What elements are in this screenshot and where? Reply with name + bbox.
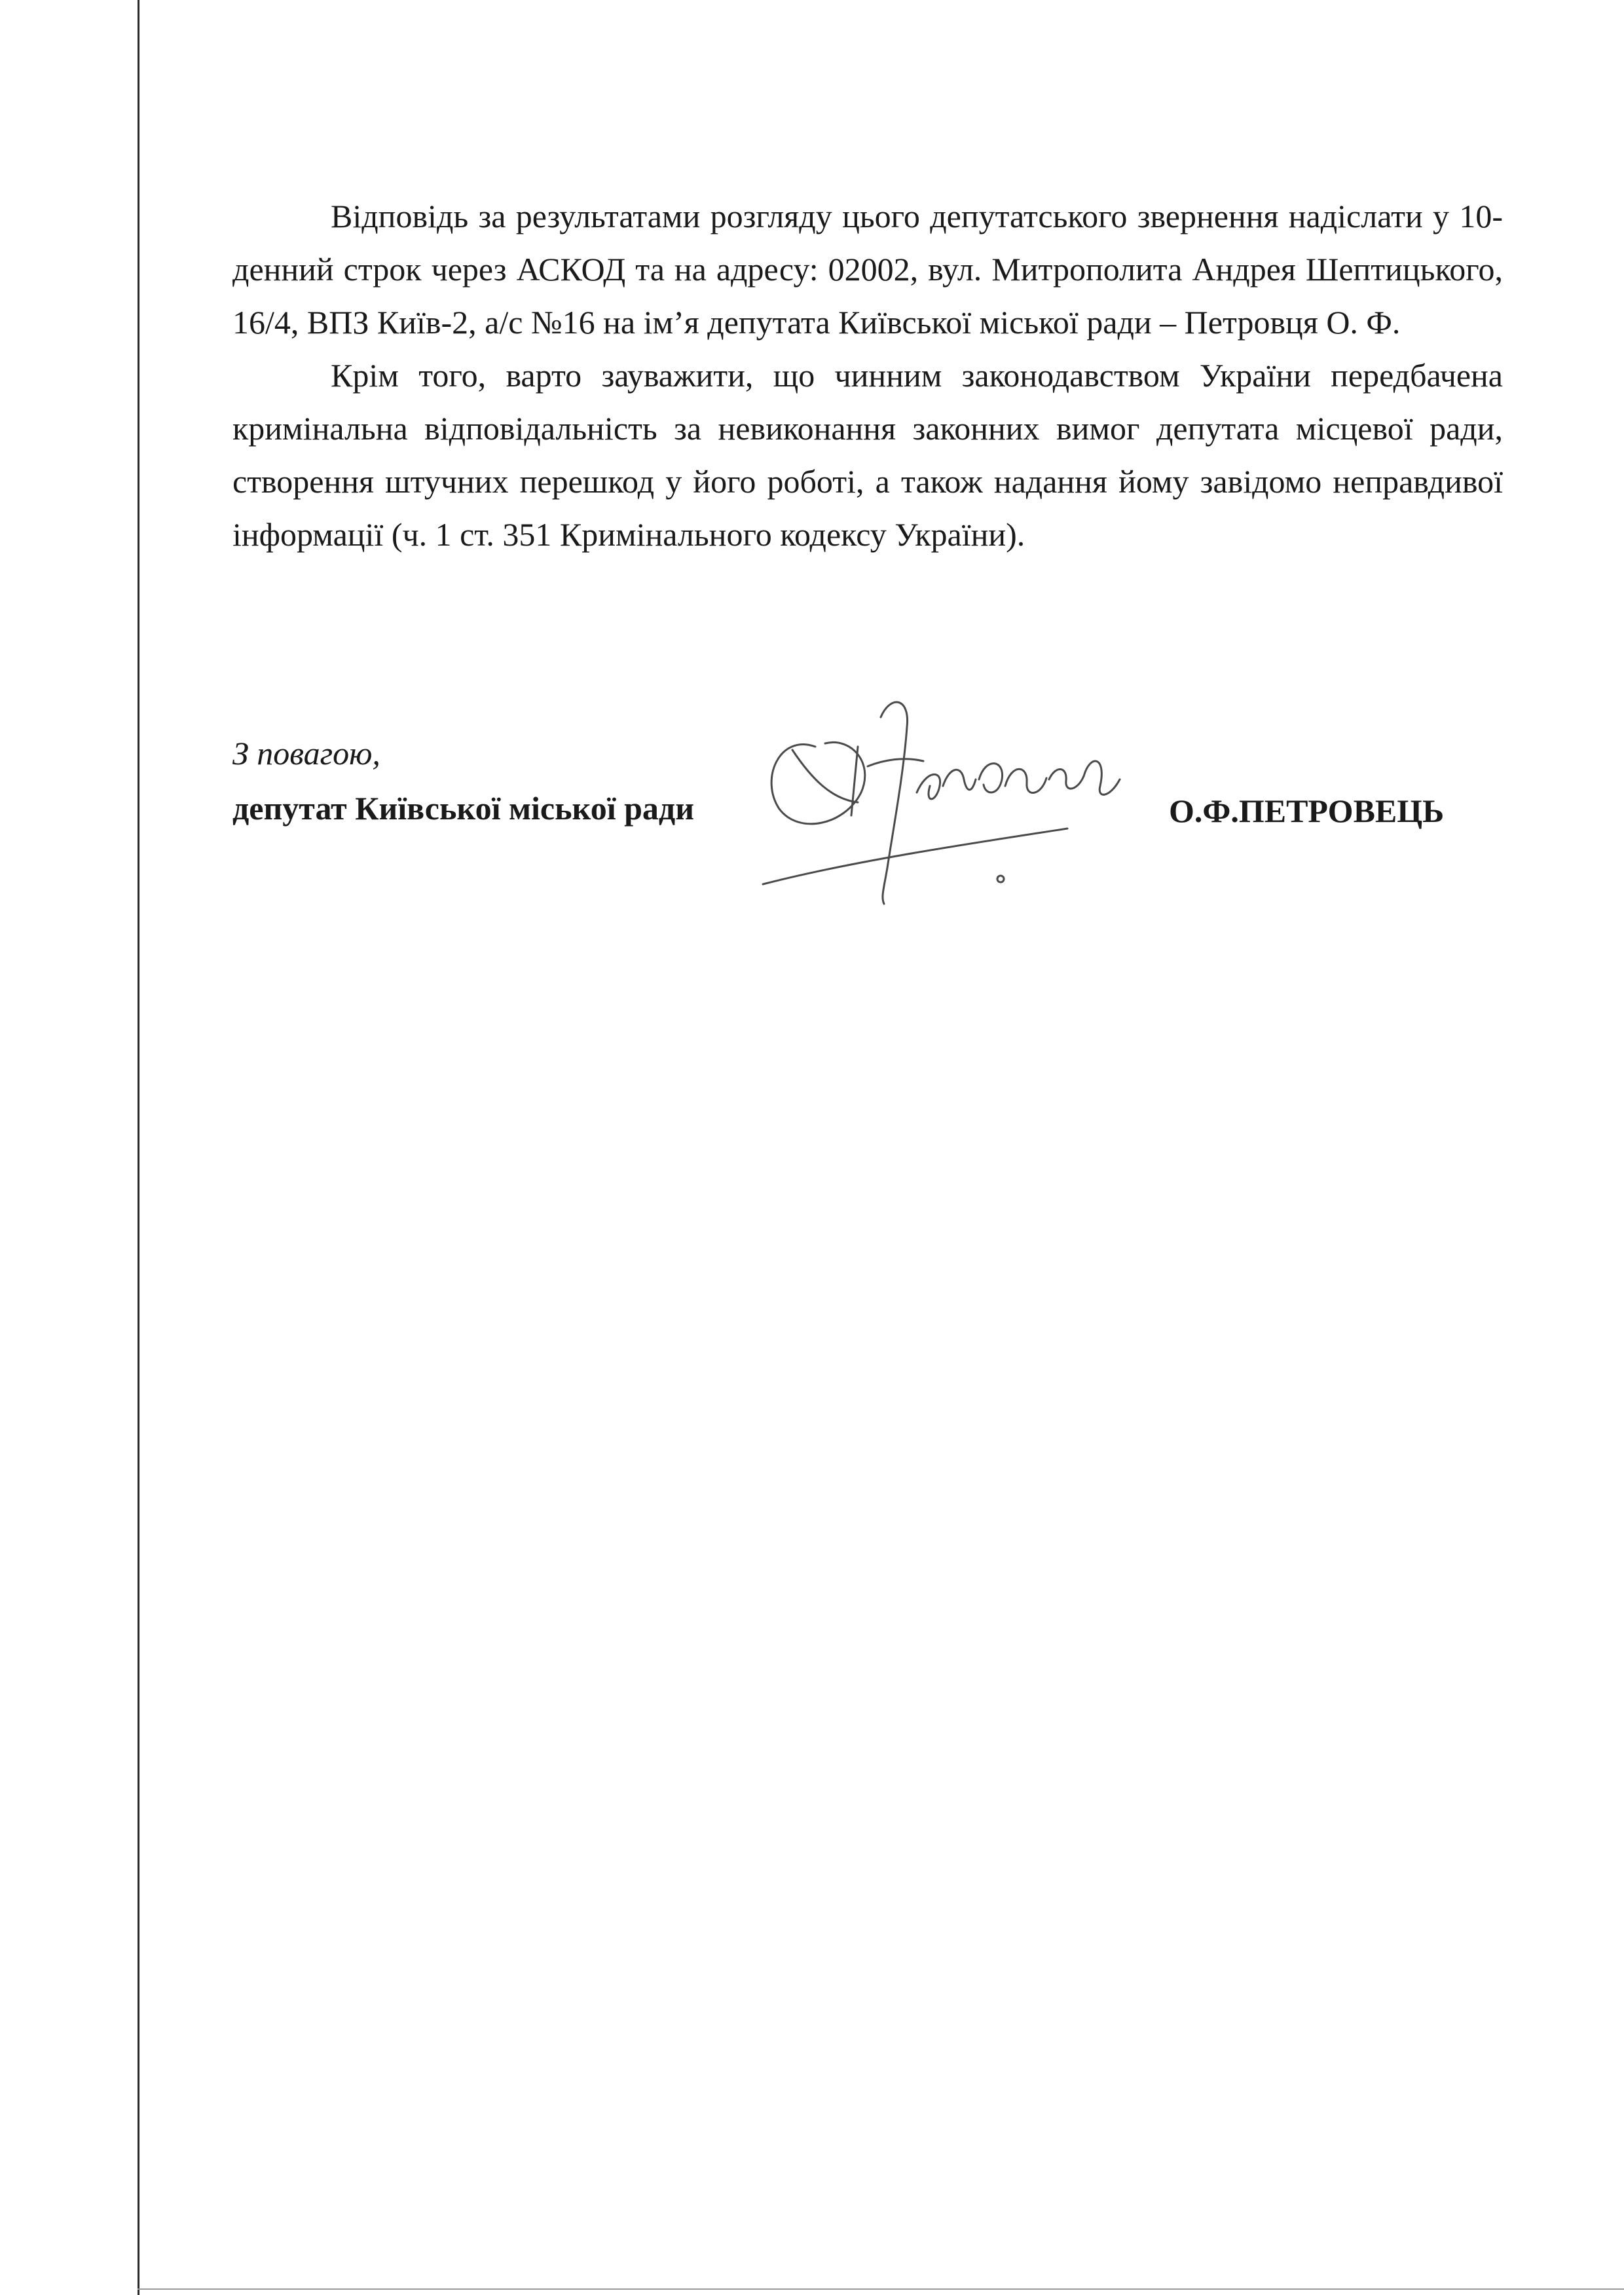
handwritten-signature <box>753 688 1159 910</box>
scan-bottom-edge <box>138 2288 1624 2290</box>
signatory-position: депутат Київської міської ради <box>232 790 695 827</box>
closing-greeting: З повагою, <box>232 735 380 772</box>
signatory-name: О.Ф.ПЕТРОВЕЦЬ <box>1169 793 1445 829</box>
paragraph-criminal-liability: Крім того, варто зауважити, що чинним законодавством України передбачена кримінальна відповідальність за невиконання законних вимог депутата місцевої ради, створення штучних перешкод у його роботі, а також надання йому завідомо неправдивої інформації (ч. 1 ст. 351 Кримінального кодексу України). <box>232 357 1503 553</box>
closing-block <box>232 726 694 836</box>
scan-left-edge <box>138 0 139 2295</box>
paragraph-reply-request: Відповідь за результатами розгляду цього депутатського звернення надіслати у 10-денний строк через АСКОД та на адресу: 02002, вул. Митрополита Андрея Шептицького, 16/4, ВПЗ Київ-2, а/с №16 на ім’я депутата Київської міської ради – Петровця О. Ф. <box>232 198 1503 341</box>
letter-body <box>232 190 1503 561</box>
